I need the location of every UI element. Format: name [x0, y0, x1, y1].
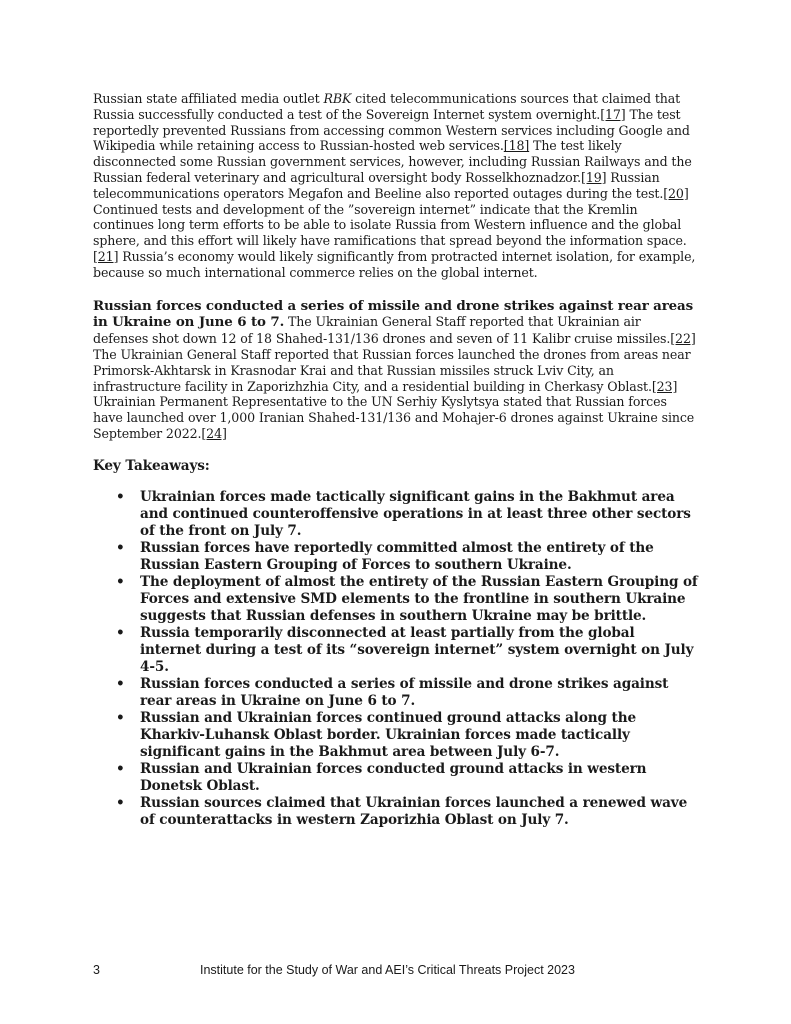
list-item-text: Russian forces conducted a series of missile and drone strikes against rear areas in Ukraine on June 6 to 7. — [140, 675, 669, 709]
list-item-text: Russian and Ukrainian forces conducted ground attacks in western Donetsk Oblast. — [140, 760, 647, 794]
text: The Ukrainian General Staff reported that Ukrainian air defenses shot down 12 of 18 Shahed-131/136 drones and seven of 11 Kalibr cruise missiles. — [93, 314, 671, 347]
list-item — [116, 573, 698, 625]
text: Russian state affiliated media outlet — [93, 91, 324, 106]
paragraph-strikes — [93, 298, 698, 442]
text: The test reportedly prevented Russians from accessing common Western services including Google and Wikipedia while retaining access to Russian-hosted web services. — [93, 106, 690, 154]
list-item-text: Ukrainian forces made tactically significant gains in the Bakhmut area and continued counteroffensive operations in at least three other sectors of the front on July 7. — [140, 488, 691, 539]
bullet-icon: • — [116, 488, 125, 505]
page-number: 3 — [93, 963, 100, 977]
footnote-link-17[interactable]: [17] — [600, 106, 626, 122]
paragraph-lead-sentence: Russian forces conducted a series of missile and drone strikes against rear areas in Ukraine on June 6 to 7. — [93, 297, 694, 331]
text: The Ukrainian General Staff reported that Russian forces launched the drones from areas near Primorsk-Akhtarsk in Krasnodar Krai and that Russian missiles struck Lviv City, an infrastructure facility in Zaporizhzhia City, and a residential building in Cherkasy Oblast. — [93, 346, 691, 394]
footnote-link-21[interactable]: [21] — [93, 248, 119, 264]
list-item — [116, 539, 698, 574]
text: The test likely disconnected some Russian government services, however, including Russian Railways and the Russian federal veterinary and agricultural oversight body Rosselkhoznadzor. — [93, 138, 692, 185]
bullet-icon: • — [116, 539, 125, 556]
list-item-text: The deployment of almost the entirety of the Russian Eastern Grouping of Forces and extensive SMD elements to the frontline in southern Ukraine suggests that Russian defenses in southern Ukraine may be brittle. — [140, 573, 698, 624]
text: Russia’s economy would likely significantly from protracted internet isolation, for example, because so much international commerce relies on the global internet. — [93, 248, 696, 280]
text: Russian telecommunications operators Megafon and Beeline also reported outages during the test. — [93, 169, 664, 201]
footnote-link-18[interactable]: [18] — [503, 138, 530, 154]
list-item-text: Russia temporarily disconnected at least partially from the global internet during a test of its “sovereign internet” system overnight on July 4-5. — [140, 624, 694, 675]
bullet-icon: • — [116, 573, 125, 590]
list-item-text: Russian and Ukrainian forces continued ground attacks along the Kharkiv-Luhansk Oblast border. Ukrainian forces made tactically significant gains in the Bakhmut area between July 6-7. — [140, 709, 636, 760]
key-takeaways-list — [93, 489, 698, 829]
bullet-icon: • — [116, 624, 125, 641]
text: cited telecommunications sources that claimed that Russia successfully conducted a test of the Sovereign Internet system overnight. — [93, 91, 681, 122]
bullet-icon: • — [116, 675, 125, 692]
footnote-link-24[interactable]: [24] — [201, 425, 227, 441]
list-item — [116, 488, 698, 540]
list-item — [116, 675, 698, 710]
bullet-icon: • — [116, 709, 125, 726]
text: Continued tests and development of the ”sovereign internet” indicate that the Kremlin continues long term efforts to be able to isolate Russia from Western influence and the global sphere, and this effort will likely have ramifications that spread beyond the information space. — [93, 201, 687, 249]
page-body — [93, 91, 698, 829]
list-item — [116, 709, 698, 761]
footnote-link-22[interactable]: [22] — [670, 331, 696, 347]
footer-text: Institute for the Study of War and AEI’s Critical Threats Project 2023 — [200, 963, 575, 977]
list-item — [116, 794, 698, 829]
media-outlet-name: RBK — [323, 91, 352, 106]
list-item — [116, 624, 698, 676]
footnote-link-23[interactable]: [23] — [651, 378, 678, 394]
footnote-link-20[interactable]: [20] — [663, 185, 689, 201]
key-takeaways-heading: Key Takeaways: — [93, 457, 210, 474]
paragraph-sovereign-internet — [93, 91, 698, 281]
footnote-link-19[interactable]: [19] — [581, 169, 607, 185]
bullet-icon: • — [116, 760, 125, 777]
list-item — [116, 760, 698, 795]
bullet-icon: • — [116, 794, 125, 811]
list-item-text: Russian sources claimed that Ukrainian forces launched a renewed wave of counterattacks in western Zaporizhia Oblast on July 7. — [140, 794, 688, 828]
text: Ukrainian Permanent Representative to the UN Serhiy Kyslytsya stated that Russian forces have launched over 1,000 Iranian Shahed-131/136 and Mohajer-6 drones against Ukraine since September 2022. — [93, 394, 695, 441]
list-item-text: Russian forces have reportedly committed almost the entirety of the Russian Eastern Grouping of Forces to southern Ukraine. — [140, 539, 654, 573]
